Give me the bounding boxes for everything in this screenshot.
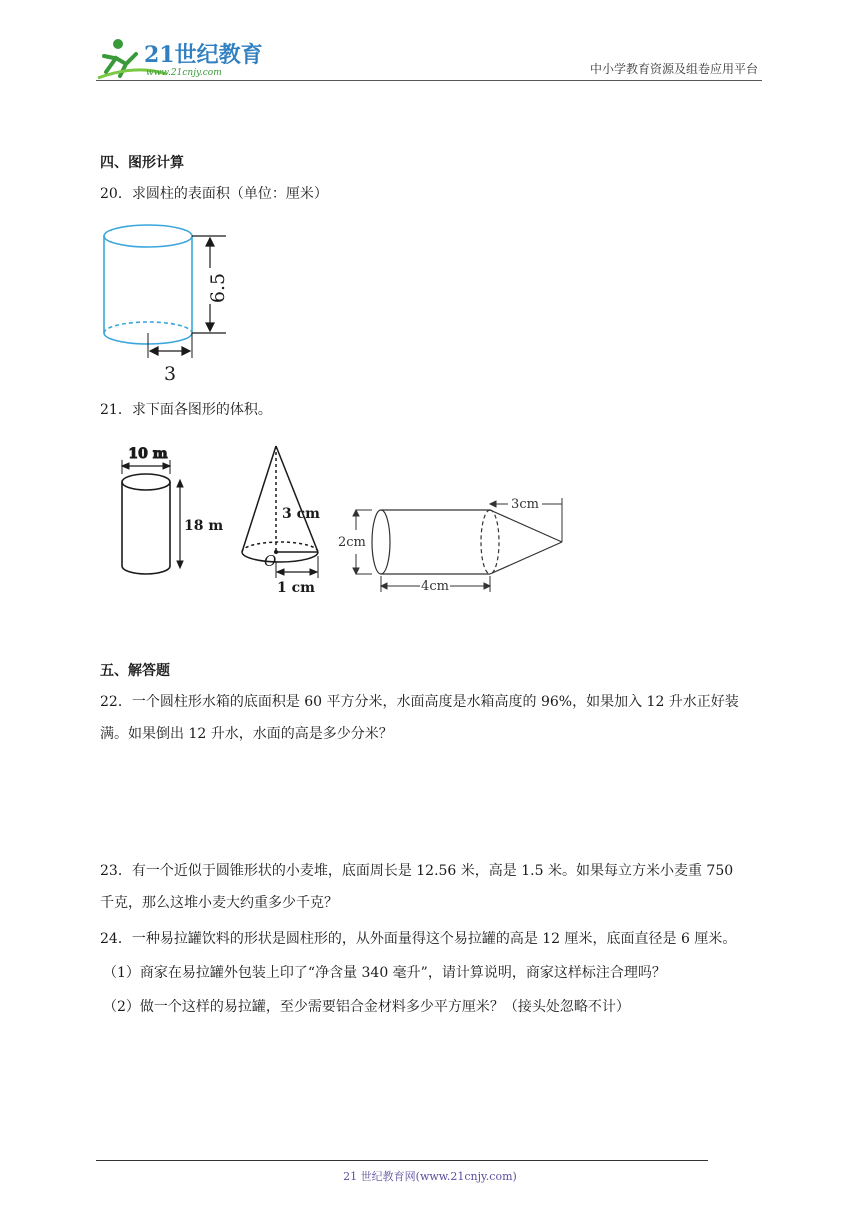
question-24-part-1: （1）商家在易拉罐外包装上印了“净含量 340 毫升”，请计算说明，商家这样标注合理吗？ [103, 965, 666, 981]
header-divider [96, 80, 762, 81]
cylinder-figure-21 [110, 440, 225, 580]
diameter-label: 10 m [128, 446, 168, 462]
section-title-4: 四、图形计算 [100, 155, 184, 171]
question-22-line-2: 满。如果倒出 12 升水，水面的高是多少分米？ [100, 726, 393, 742]
center-label: O [264, 552, 277, 570]
height-label: 3 cm [282, 506, 320, 522]
footer-divider [96, 1160, 708, 1161]
cylinder-length-label: 4cm [421, 579, 449, 594]
question-22-line-1: 22．一个圆柱形水箱的底面积是 60 平方分米，水面高度是水箱高度的 96%，如果加入 12 升水正好装 [100, 694, 739, 710]
question-20: 20．求圆柱的表面积（单位：厘米） [100, 186, 328, 202]
cylinder-cone-figure-21 [336, 488, 570, 600]
footer-link[interactable]: 21 世纪教育网(www.21cnjy.com) [343, 1170, 517, 1183]
cone-figure-21 [236, 440, 336, 600]
height-label: 6.5 [207, 272, 229, 304]
platform-name: 中小学教育资源及组卷应用平台 [589, 62, 758, 76]
section-title-5: 五、解答题 [100, 663, 170, 679]
cylinder-figure-20 [100, 218, 230, 384]
logo-text: 21世纪教育 [144, 42, 263, 68]
question-21: 21．求下面各图形的体积。 [100, 402, 272, 418]
diameter-label: 2cm [338, 535, 366, 550]
question-23-line-1: 23．有一个近似于圆锥形状的小麦堆，底面周长是 12.56 米，高是 1.5 米。如果每立方米小麦重 750 [100, 863, 734, 879]
radius-label: 1 cm [277, 580, 315, 596]
question-23-line-2: 千克，那么这堆小麦大约重多少千克？ [100, 895, 338, 911]
site-logo [96, 34, 266, 80]
question-24: 24．一种易拉罐饮料的形状是圆柱形的，从外面量得这个易拉罐的高是 12 厘米，底面直径是 6 厘米。 [100, 931, 737, 947]
logo-url: www.21cnjy.com [146, 68, 222, 78]
question-24-part-2: （2）做一个这样的易拉罐，至少需要铝合金材料多少平方厘米？（接头处忽略不计） [103, 999, 630, 1015]
height-label: 18 m [184, 518, 224, 534]
cone-height-label: 3cm [511, 497, 539, 512]
radius-label: 3 [163, 363, 177, 384]
